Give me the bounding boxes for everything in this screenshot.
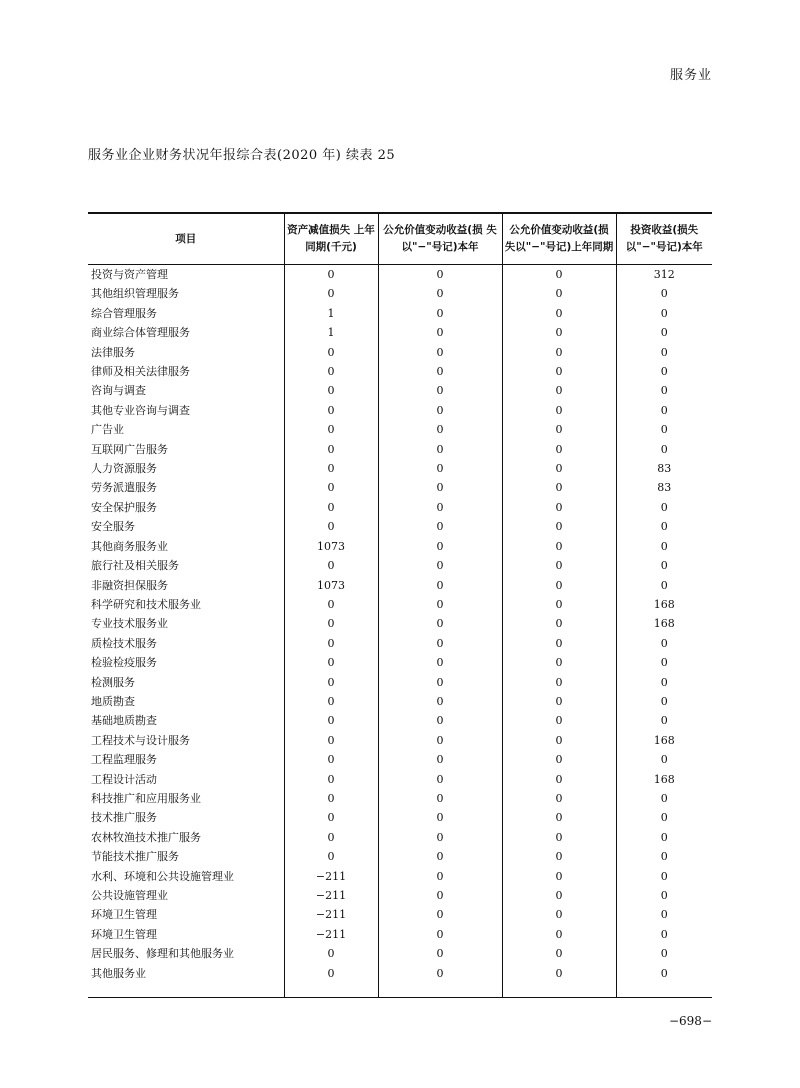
table-cell: 0 <box>378 770 502 789</box>
table-cell: −211 <box>284 905 378 924</box>
table-row <box>88 420 712 439</box>
table-cell: 0 <box>616 576 712 595</box>
table-cell: 0 <box>616 673 712 692</box>
table-cell: 0 <box>284 420 378 439</box>
table-cell: 0 <box>502 634 616 653</box>
table-cell: 0 <box>616 517 712 536</box>
table-cell: 168 <box>616 614 712 633</box>
table-row <box>88 731 712 750</box>
row-label: 法律服务 <box>91 345 135 359</box>
table-cell: 0 <box>378 750 502 769</box>
table-cell: 0 <box>502 323 616 342</box>
table-row <box>88 925 712 944</box>
table-row <box>88 789 712 808</box>
table-row <box>88 478 712 497</box>
table-cell: 0 <box>502 828 616 847</box>
table-cell: 0 <box>616 634 712 653</box>
table-cell: 0 <box>284 770 378 789</box>
spacer-cell <box>88 983 284 998</box>
table-cell: 0 <box>502 343 616 362</box>
spacer-cell <box>502 983 616 998</box>
table-cell: 0 <box>378 265 502 285</box>
row-label: 综合管理服务 <box>91 306 157 320</box>
table-cell: 83 <box>616 478 712 497</box>
table-cell: 0 <box>502 808 616 827</box>
table-row <box>88 964 712 983</box>
table-cell: 0 <box>378 401 502 420</box>
table-row <box>88 808 712 827</box>
table-cell: 0 <box>284 964 378 983</box>
table-cell: 0 <box>502 265 616 285</box>
row-label: 其他组织管理服务 <box>91 287 179 301</box>
table-row <box>88 517 712 536</box>
table-cell: 0 <box>502 905 616 924</box>
table-cell: 0 <box>284 362 378 381</box>
table-cell: 0 <box>378 925 502 944</box>
table-row <box>88 692 712 711</box>
table-cell: 0 <box>616 808 712 827</box>
table-row <box>88 847 712 866</box>
table-cell: 0 <box>502 867 616 886</box>
page-number: −698− <box>668 1014 712 1028</box>
table-cell: 0 <box>616 537 712 556</box>
table-cell: 0 <box>616 440 712 459</box>
table-row <box>88 459 712 478</box>
table-cell: 0 <box>502 614 616 633</box>
row-label: 劳务派遣服务 <box>91 481 157 495</box>
table-cell: 0 <box>616 362 712 381</box>
table-cell: 0 <box>616 750 712 769</box>
column-header-fair-value-prev: 公允价值变动收益(损 失以"−"号记)上年同期 <box>502 213 616 265</box>
table-row <box>88 381 712 400</box>
table-cell: 0 <box>284 440 378 459</box>
data-table <box>88 212 712 998</box>
table-cell: 0 <box>502 595 616 614</box>
table-row <box>88 828 712 847</box>
table-cell: 0 <box>616 944 712 963</box>
table-cell: 0 <box>284 673 378 692</box>
table-cell: 0 <box>378 362 502 381</box>
table-cell: 0 <box>378 808 502 827</box>
table-row <box>88 595 712 614</box>
column-header-item: 项目 <box>88 213 284 265</box>
table-cell: 0 <box>502 925 616 944</box>
table-row <box>88 867 712 886</box>
table-cell: 0 <box>284 653 378 672</box>
table-cell: 0 <box>616 284 712 303</box>
table-cell: 0 <box>378 614 502 633</box>
table-cell: 168 <box>616 731 712 750</box>
table-cell: 0 <box>284 517 378 536</box>
table-row <box>88 653 712 672</box>
table-cell: 0 <box>378 556 502 575</box>
table-cell: 0 <box>502 556 616 575</box>
table-cell: 0 <box>616 867 712 886</box>
table-cell: 0 <box>284 692 378 711</box>
table-cell: 0 <box>284 498 378 517</box>
row-label: 商业综合体管理服务 <box>91 326 190 340</box>
table-spacer-row <box>88 983 712 998</box>
table-row <box>88 284 712 303</box>
spacer-cell <box>616 983 712 998</box>
table-row <box>88 770 712 789</box>
table-cell: 0 <box>616 964 712 983</box>
table-cell: 0 <box>284 828 378 847</box>
table-cell: 0 <box>284 634 378 653</box>
row-label: 互联网广告服务 <box>91 442 168 456</box>
table-cell: 1073 <box>284 576 378 595</box>
table-cell: 0 <box>502 478 616 497</box>
table-cell: 0 <box>502 750 616 769</box>
table-cell: 83 <box>616 459 712 478</box>
row-label: 非融资担保服务 <box>91 578 168 592</box>
table-row <box>88 498 712 517</box>
table-cell: 0 <box>502 673 616 692</box>
table-cell: 0 <box>502 537 616 556</box>
table-cell: 0 <box>378 634 502 653</box>
table-cell: 0 <box>284 556 378 575</box>
table-cell: 0 <box>284 711 378 730</box>
row-label: 安全保护服务 <box>91 500 157 514</box>
data-table-container <box>88 212 712 998</box>
row-label: 检测服务 <box>91 675 135 689</box>
table-cell: 0 <box>284 750 378 769</box>
table-cell: 0 <box>378 847 502 866</box>
row-label: 其他服务业 <box>91 966 146 980</box>
column-header-impairment-prev: 资产减值损失 上年同期(千元) <box>284 213 378 265</box>
table-cell: 0 <box>378 964 502 983</box>
table-cell: 0 <box>378 653 502 672</box>
table-cell: 0 <box>616 692 712 711</box>
table-cell: 0 <box>378 459 502 478</box>
table-cell: 0 <box>502 440 616 459</box>
table-cell: 0 <box>284 944 378 963</box>
row-label: 科学研究和技术服务业 <box>91 597 201 611</box>
table-cell: 0 <box>616 653 712 672</box>
table-cell: 0 <box>378 304 502 323</box>
row-label: 居民服务、修理和其他服务业 <box>91 947 234 961</box>
row-label: 咨询与调查 <box>91 384 146 398</box>
table-cell: 1 <box>284 323 378 342</box>
row-label: 质检技术服务 <box>91 636 157 650</box>
table-cell: 0 <box>378 789 502 808</box>
table-cell: −211 <box>284 925 378 944</box>
row-label: 安全服务 <box>91 520 135 534</box>
table-cell: 0 <box>502 459 616 478</box>
table-cell: 0 <box>284 789 378 808</box>
table-cell: 0 <box>284 808 378 827</box>
table-header-row <box>88 213 712 265</box>
table-cell: 0 <box>284 459 378 478</box>
row-label: 地质勘查 <box>91 694 135 708</box>
table-cell: 0 <box>616 420 712 439</box>
table-cell: 0 <box>284 343 378 362</box>
table-cell: 0 <box>284 478 378 497</box>
table-cell: 0 <box>284 265 378 285</box>
table-cell: 0 <box>502 731 616 750</box>
table-cell: 0 <box>616 789 712 808</box>
table-cell: 0 <box>502 886 616 905</box>
table-row <box>88 440 712 459</box>
table-row <box>88 556 712 575</box>
table-cell: 0 <box>284 614 378 633</box>
table-cell: 0 <box>616 925 712 944</box>
row-label: 环境卫生管理 <box>91 908 157 922</box>
row-label: 投资与资产管理 <box>91 268 168 281</box>
table-cell: 0 <box>378 905 502 924</box>
column-header-investment-income: 投资收益(损失 以"−"号记)本年 <box>616 213 712 265</box>
table-cell: 0 <box>502 498 616 517</box>
table-cell: 0 <box>616 886 712 905</box>
row-label: 工程监理服务 <box>91 753 157 767</box>
table-cell: 0 <box>616 323 712 342</box>
table-cell: 0 <box>378 673 502 692</box>
table-cell: 0 <box>502 847 616 866</box>
table-cell: 0 <box>378 711 502 730</box>
table-row <box>88 343 712 362</box>
table-cell: −211 <box>284 886 378 905</box>
table-row <box>88 634 712 653</box>
table-cell: 0 <box>616 711 712 730</box>
table-cell: 0 <box>284 284 378 303</box>
table-cell: 0 <box>378 381 502 400</box>
row-label: 科技推广和应用服务业 <box>91 791 201 805</box>
table-cell: −211 <box>284 867 378 886</box>
table-cell: 0 <box>502 576 616 595</box>
table-cell: 0 <box>502 362 616 381</box>
table-cell: 0 <box>378 692 502 711</box>
row-label: 工程设计活动 <box>91 772 157 786</box>
table-row <box>88 614 712 633</box>
table-cell: 0 <box>616 401 712 420</box>
table-cell: 0 <box>378 498 502 517</box>
table-cell: 0 <box>502 401 616 420</box>
table-cell: 0 <box>378 323 502 342</box>
row-label: 基础地质勘查 <box>91 714 157 728</box>
table-cell: 0 <box>378 537 502 556</box>
row-label: 技术推广服务 <box>91 811 157 825</box>
table-cell: 168 <box>616 595 712 614</box>
table-cell: 0 <box>502 770 616 789</box>
row-label: 广告业 <box>91 423 124 437</box>
row-label: 节能技术推广服务 <box>91 850 179 864</box>
spacer-cell <box>378 983 502 998</box>
table-cell: 0 <box>378 595 502 614</box>
table-cell: 0 <box>378 440 502 459</box>
table-row <box>88 673 712 692</box>
row-label: 工程技术与设计服务 <box>91 733 190 747</box>
table-cell: 312 <box>616 265 712 285</box>
table-cell: 0 <box>378 576 502 595</box>
table-cell: 1 <box>284 304 378 323</box>
table-cell: 0 <box>378 731 502 750</box>
table-cell: 0 <box>378 944 502 963</box>
table-row <box>88 576 712 595</box>
table-cell: 0 <box>284 847 378 866</box>
table-cell: 0 <box>502 517 616 536</box>
table-cell: 0 <box>502 653 616 672</box>
table-row <box>88 886 712 905</box>
table-cell: 0 <box>284 381 378 400</box>
table-cell: 0 <box>284 401 378 420</box>
row-label: 其他商务服务业 <box>91 539 168 553</box>
table-cell: 0 <box>616 343 712 362</box>
row-label: 其他专业咨询与调查 <box>91 403 190 417</box>
table-row <box>88 401 712 420</box>
spacer-cell <box>284 983 378 998</box>
table-cell: 0 <box>378 867 502 886</box>
table-caption: 服务业企业财务状况年报综合表(2020 年) 续表 25 <box>88 148 396 163</box>
table-row <box>88 750 712 769</box>
table-row <box>88 304 712 323</box>
table-cell: 0 <box>616 498 712 517</box>
table-row <box>88 944 712 963</box>
row-label: 检验检疫服务 <box>91 656 157 670</box>
table-cell: 0 <box>502 711 616 730</box>
table-cell: 0 <box>378 886 502 905</box>
row-label: 公共设施管理业 <box>91 889 168 902</box>
table-cell: 1073 <box>284 537 378 556</box>
row-label: 农林牧渔技术推广服务 <box>91 830 201 844</box>
table-cell: 0 <box>616 556 712 575</box>
table-cell: 0 <box>502 381 616 400</box>
table-cell: 0 <box>502 789 616 808</box>
table-cell: 0 <box>502 284 616 303</box>
table-cell: 0 <box>616 381 712 400</box>
table-row <box>88 905 712 924</box>
row-label: 专业技术服务业 <box>91 617 168 631</box>
table-row <box>88 362 712 381</box>
row-label: 人力资源服务 <box>91 462 157 476</box>
table-cell: 0 <box>616 847 712 866</box>
table-cell: 0 <box>502 304 616 323</box>
table-cell: 0 <box>378 517 502 536</box>
column-header-fair-value-current: 公允价值变动收益(损 失以"−"号记)本年 <box>378 213 502 265</box>
table-cell: 0 <box>616 304 712 323</box>
row-label: 律师及相关法律服务 <box>91 365 190 379</box>
table-cell: 0 <box>616 905 712 924</box>
table-cell: 0 <box>284 731 378 750</box>
page-header-section: 服务业 <box>669 68 712 83</box>
table-cell: 0 <box>502 692 616 711</box>
row-label: 环境卫生管理 <box>91 927 157 941</box>
row-label: 水利、环境和公共设施管理业 <box>91 869 234 883</box>
table-cell: 0 <box>378 828 502 847</box>
table-row <box>88 537 712 556</box>
table-cell: 0 <box>616 828 712 847</box>
table-cell: 0 <box>378 420 502 439</box>
table-row <box>88 265 712 285</box>
table-cell: 0 <box>502 964 616 983</box>
table-cell: 0 <box>378 343 502 362</box>
table-cell: 0 <box>502 944 616 963</box>
row-label: 旅行社及相关服务 <box>91 559 179 573</box>
table-cell: 168 <box>616 770 712 789</box>
table-cell: 0 <box>502 420 616 439</box>
table-cell: 0 <box>378 478 502 497</box>
table-cell: 0 <box>284 595 378 614</box>
table-body <box>88 265 712 998</box>
table-cell: 0 <box>378 284 502 303</box>
table-row <box>88 711 712 730</box>
table-row <box>88 323 712 342</box>
